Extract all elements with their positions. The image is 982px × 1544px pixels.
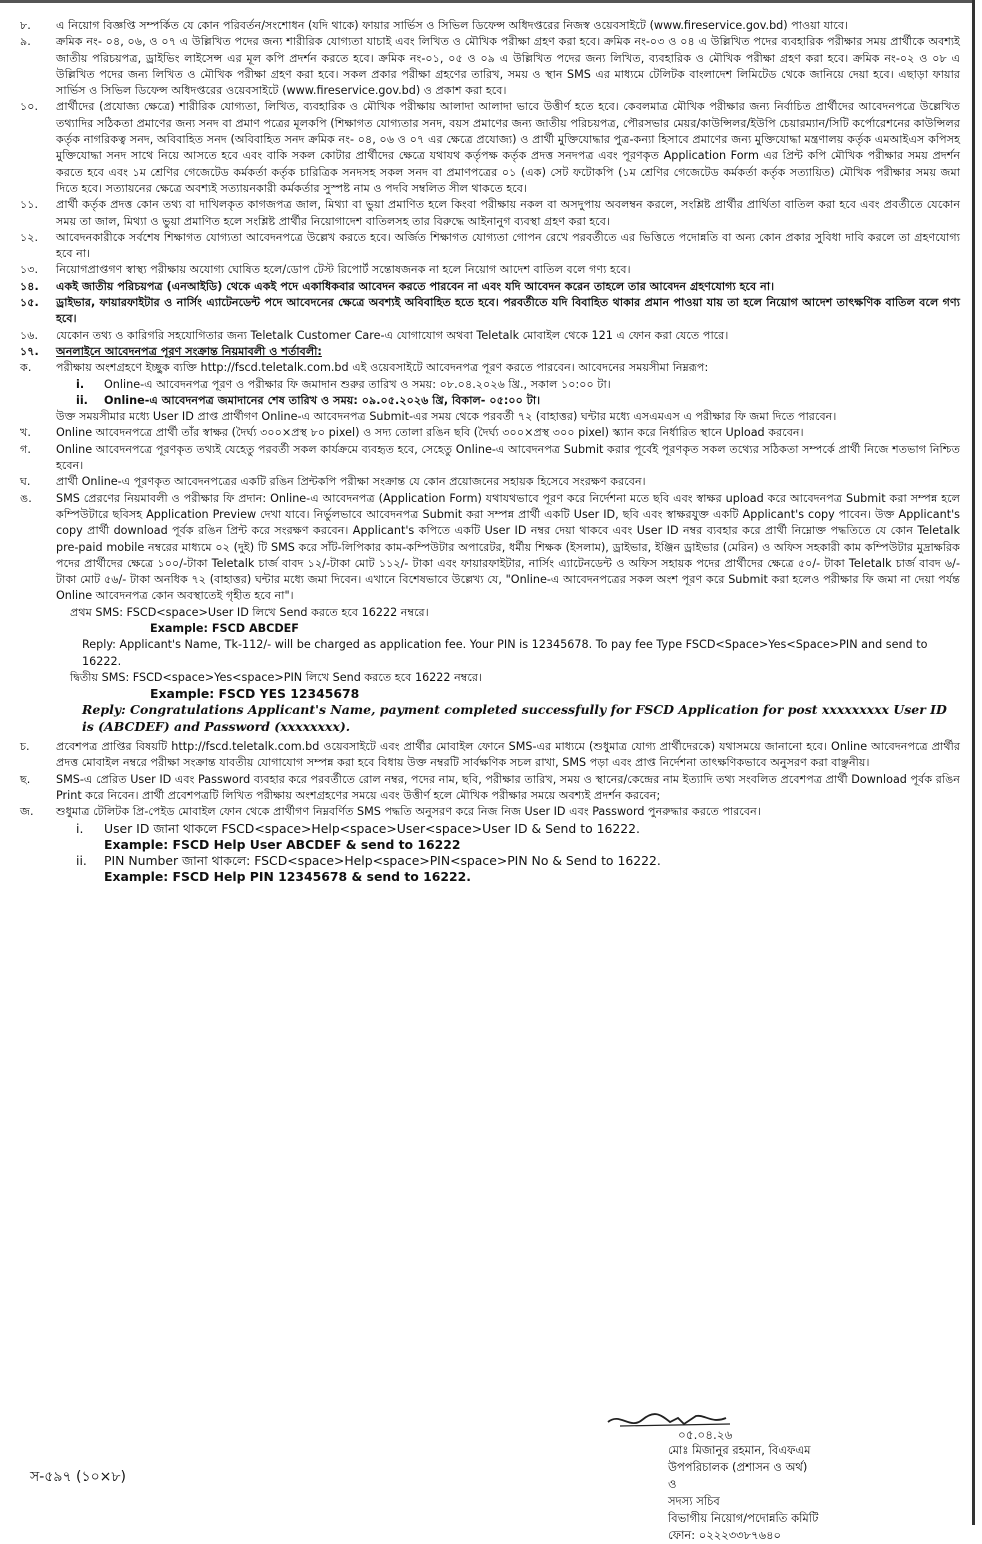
item-number: ১০. (20, 100, 39, 114)
item-number: ১১. (20, 198, 39, 212)
subitem-ka-i (20, 377, 960, 393)
first-sms-example: Example: FSCD ABCDEF (150, 621, 299, 635)
subitem-ka-after (20, 409, 960, 425)
user-id-recovery-example: Example: FSCD Help User ABCDEF & send to 16222 (104, 836, 461, 852)
item-16 (20, 328, 960, 344)
second-sms-instruction: দ্বিতীয় SMS: FSCD<space>Yes<space>PIN লিখে Send করতে হবে 16222 নম্বরে। (70, 670, 483, 684)
second-sms-reply: Reply: Congratulations Applicant's Name, payment completed successfully for FSCD Application for post xxxxxxxxx User ID is (ABCDEF) and Password (xxxxxxxx). (82, 702, 947, 734)
subitem-letter: জ. (20, 805, 34, 819)
signatory-role: সদস্য সচিব (668, 1494, 720, 1508)
item-number: ১৬. (20, 328, 39, 342)
roman-number: ii. (76, 853, 87, 869)
signatory-designation: উপপরিচালক (প্রশাসন ও অর্থ) (668, 1460, 808, 1474)
item-number: ১৫. (20, 296, 39, 310)
subitem-text: প্রার্থী Online-এ পূরণকৃত আবেদনপত্রের একটি রঙিন প্রিন্টকপি পরীক্ষা সংক্রান্ত যে কোন প্রয়োজনের সহায়ক হিসেবে সংরক্ষণ করবেন। (56, 475, 646, 489)
item-text: প্রার্থী কর্তৃক প্রদত্ত কোন তথ্য বা দাখিলকৃত কাগজপত্র জাল, মিথ্যা বা ভুয়া প্রমাণিত হলে কিংবা পরীক্ষায় নকল বা অসদুপায় অবলম্বন করলে, সংশ্লিষ্ট প্রার্থীর প্রার্থিতা বাতিল করা হবে এবং প্রবর্তীতে যেকোন সময় তা জাল, মিথ্যা ও ভুয়া প্রমাণিত হলে সংশ্লিষ্ট প্রার্থীর নিয়োগাদেশ বাতিলসহ তার বিরুদ্ধে আইনানুগ ব্যবস্থা গ্রহণ করা হবে। (56, 198, 960, 228)
item-15 (20, 295, 960, 328)
item-text: প্রার্থীদের (প্রযোজ্য ক্ষেত্রে) শারীরিক যোগ্যতা, লিখিত, ব্যবহারিক ও মৌখিক পরীক্ষায় আলাদা আলাদা ভাবে উত্তীর্ণ হতে হবে। কেবলমাত্র মৌখিক পরীক্ষার জন্য নির্বাচিত প্রার্থীদের আবেদনপত্রে উল্লেখিত তথ্যাদির সঠিকতা প্রমাণের জন্য সনদ বা প্রমাণ পত্রের মূলকপি (শিক্ষাগত যোগ্যতার সনদ, বয়স প্রমাণের জন্য জাতীয় পরিচয়পত্র, পৌরসভার মেয়র/কাউন্সিলর/ইউপি চেয়ারম্যান/সিটি কর্পোরেশনের কাউন্সিলর কর্তৃক নাগরিকত্ব সনদ, অবিবাহিত সনদ (অবিবাহিত সনদ ক্রমিক নং- ০৪, ০৬ ও ০৭ এর ক্ষেত্রে প্রযোজ্য) ও প্রার্থী মুক্তিযোদ্ধার পুত্র-কন্যা হিসাবে প্রমাণের জন্য মুক্তিযোদ্ধা মন্ত্রণালয় কর্তৃক এমআইএস কপিসহ মুক্তিযোদ্ধা সনদ সাথে নিয়ে আসতে হবে এবং বাকি সকল কোটার প্রার্থীদের ক্ষেত্রে যথাযথ কর্তৃপক্ষ কর্তৃক প্রদত্ত সনদপত্র এবং পূরণকৃত Application Form এর প্রিন্ট কপি মৌখিক পরীক্ষার সময় প্রদর্শন করতে হবে এবং ১ম শ্রেণির গেজেটেড কর্মকর্তা কর্তৃক চারিত্রিক সনদসহ সকল সনদ বা প্রমাণপত্রের ০১ (এক) সেট ফটোকপি (১ম শ্রেণির গেজেটেড কর্মকর্তা কর্তৃক সত্যায়িত) মৌখিক পরীক্ষার সময় জমা দিতে হবে। সত্যায়নের ক্ষেত্রে অবশ্যই সত্যায়নকারী কর্মকর্তার সুস্পষ্ট নাম ও পদবি সম্বলিত সীল থাকতে হবে। (56, 100, 960, 195)
signature-date: ০৫.০৪.২৬ (678, 1428, 733, 1442)
roman-number: i. (76, 377, 85, 391)
item-text: যেকোন তথ্য ও কারিগরি সহযোগিতার জন্য Teletalk Customer Care-এ যোগাযোগ অথবা Teletalk মোবাইল থেকে 121 এ ফোন করা যেতে পারে। (56, 328, 729, 342)
phone-number: ফোন: ০২২২৩৩৮৭৬৪০ (668, 1528, 782, 1542)
item-17-heading (20, 344, 960, 360)
subitem-gha (20, 474, 960, 490)
subitem-letter: ঘ. (20, 475, 31, 489)
subitem-uma (20, 491, 960, 605)
footer-code: স-৫৯৭ (১০×৮) (30, 1469, 126, 1485)
deadline-text: Online-এ আবেদনপত্র জমাদানের শেষ তারিখ ও সময়: ০৯.০৫.২০২৬ খ্রি, বিকাল- ০৫:০০ টা। (104, 393, 541, 407)
item-text: এ নিয়োগ বিজ্ঞপ্তি সম্পর্কিত যে কোন পরিবর্তন/সংশোধন (যদি থাকে) ফায়ার সার্ভিস ও সিভিল ডিফেন্স অধিদপ্তরের নিজস্ব ওয়েবসাইটে (www.fireservice.gov.bd) পাওয়া যাবে। (56, 19, 849, 32)
item-9 (20, 34, 960, 99)
item-12 (20, 230, 960, 263)
right-border (972, 0, 975, 1525)
subitem-ja (20, 804, 960, 820)
subitem-kha (20, 425, 960, 441)
handwritten-signature (600, 1408, 740, 1442)
subitem-ka (20, 360, 960, 376)
item-number: ৯. (20, 35, 31, 49)
first-sms-instruction: প্রথম SMS: FSCD<space>User ID লিখে Send করতে হবে 16222 নম্বরে। (70, 605, 429, 619)
subitem-text: Online আবেদনপত্রে পূরণকৃত তথ্যই যেহেতু পরবর্তী সকল কার্যক্রমে ব্যবহৃত হবে, সেহেতু Online-এ আবেদনপত্র Submit করার পূর্বেই পূরণকৃত সকল তথ্যের সঠিকতা সম্পর্কে প্রার্থী নিজে শতভাগ নিশ্চিত হবেন। (56, 442, 960, 473)
item-text: ড্রাইভার, ফায়ারফাইটার ও নার্সিং এ্যাটেনডেন্ট পদে আবেদনের ক্ষেত্রে অবশ্যই অবিবাহিত হতে হবে। পরবর্তীতে যদি বিবাহিত থাকার প্রমান পাওয়া যায় তা হলে নিয়োগ আদেশ তাৎক্ষণিক বাতিল বলে গণ্য হবে। (56, 296, 960, 326)
user-id-recovery-text: User ID জানা থাকলে FSCD<space>Help<space>User<space>User ID & Send to 16222. (104, 820, 640, 836)
subitem-ja-i (20, 821, 960, 854)
subitem-letter: ঙ. (20, 491, 32, 505)
document-body (20, 18, 960, 886)
item-number: ৮. (20, 19, 31, 32)
item-13 (20, 262, 960, 278)
second-sms-example: Example: FSCD YES 12345678 (150, 686, 360, 702)
start-date-text: Online-এ আবেদনপত্র পূরণ ও পরীক্ষার ফি জমাদান শুরুর তারিখ ও সময়: ০৮.০৪.২০২৬ খ্রি., সকাল ১০:০০ টা। (104, 377, 611, 391)
pin-recovery-text: PIN Number জানা থাকলে: FSCD<space>Help<space>PIN<space>PIN No & Send to 16222. (104, 853, 661, 869)
subitem-letter: গ. (20, 442, 31, 456)
signature-block (668, 1442, 818, 1544)
subitem-ka-ii (20, 393, 960, 409)
subitem-text: প্রবেশপত্র প্রাপ্তির বিষয়টি http://fscd.teletalk.com.bd ওয়েবসাইটে এবং প্রার্থীর মোবাইল ফোনে SMS-এর মাধ্যমে (শুধুমাত্র যোগ্য প্রার্থীদেরকে) যথাসময়ে জানানো হবে। Online আবেদনপত্রে প্রার্থীর প্রদত্ত মোবাইল নম্বরে পরীক্ষা সংক্রান্ত যাবতীয় যোগাযোগ সম্পন্ন করা হবে বিধায় উক্ত নম্বরটি সার্বক্ষণিক সচল রাখা, SMS পড়া এবং প্রাপ্ত নির্দেশনা তাৎক্ষণিকভাবে অনুসরণ করা বাঞ্ছনীয়। (56, 740, 960, 770)
top-border (0, 0, 975, 3)
item-number: ১৩. (20, 263, 39, 277)
item-8 (20, 18, 960, 34)
section-heading: অনলাইনে আবেদনপত্র পূরণ সংক্রান্ত নিয়মাবলী ও শর্তাবলী: (56, 344, 322, 358)
conjunction-text: ও (668, 1477, 677, 1491)
first-sms-reply: Reply: Applicant's Name, Tk-112/- will be charged as application fee. Your PIN is 12345678. To pay fee Type FSCD<Space>Yes<Space>PIN and send to 16222. (82, 638, 928, 668)
item-11 (20, 197, 960, 230)
pin-recovery-example: Example: FSCD Help PIN 12345678 & send to 16222. (104, 869, 471, 885)
signatory-name: মোঃ মিজানুর রহমান, বিএফএম (668, 1443, 811, 1457)
item-text: একই জাতীয় পরিচয়পত্র (এনআইডি) থেকে একই পদে একাধিকবার আবেদন করতে পারবেন না এবং যদি আবেদন করেন তাহলে তার আবেদন গ্রহণযোগ্য হবে না। (56, 279, 775, 293)
item-14 (20, 279, 960, 295)
item-text: আবেদনকারীকে সর্বশেষ শিক্ষাগত যোগ্যতা আবেদনপত্রে উল্লেখ করতে হবে। অর্জিত শিক্ষাগত যোগ্যতা গোপন রেখে পরবর্তীতে এর ভিত্তিতে পদোন্নতি বা অন্য কোন প্রকার সুবিধা দাবি করলে তা গ্রহণযোগ্য হবে না। (56, 230, 960, 261)
subitem-text: উক্ত সময়সীমার মধ্যে User ID প্রাপ্ত প্রার্থীগণ Online-এ আবেদনপত্র Submit-এর সময় থেকে পরবর্তী ৭২ (বাহাত্তর) ঘন্টার মধ্যে এসএমএস এ পরীক্ষার ফি জমা দিতে পারবেন। (56, 410, 837, 424)
subitem-text: SMS প্রেরণের নিয়মাবলী ও পরীক্ষার ফি প্রদান: Online-এ আবেদনপত্র (Application Form) যথাযথভাবে পূরণ করে নির্দেশনা মতে ছবি এবং স্বাক্ষর upload করে আবেদনপত্র Submit করা সম্পন্ন হলে কম্পিউটারে ছবিসহ Application Preview দেখা যাবে। নির্ভুলভাবে আবেদনপত্র Submit করা সম্পন্ন প্রার্থী একটি User ID, ছবি এবং স্বাক্ষরযুক্ত একটি Applicant's copy পাবেন। উক্ত Applicant's copy প্রার্থী download পূর্বক রঙিন প্রিন্ট করে সংরক্ষণ করবেন। Applicant's কপিতে একটি User ID নম্বর দেয়া থাকবে এবং User ID নম্বর ব্যবহার করে প্রার্থী নিম্নোক্ত পদ্ধতিতে যে কোন Teletalk pre-paid mobile নম্বরের মাধ্যমে ০২ (দুই) টি SMS করে সাঁট-লিপিকার কাম-কম্পিউটার অপারেটর, ধর্মীয় শিক্ষক (ইসলাম), ড্রাইভার, ইঞ্জিন ড্রাইভার (মেরিন) ও অফিস সহকারী কাম কম্পিউটার মুদ্রাক্ষরিক পদের প্রার্থীদের ক্ষেত্রে ১০০/-টাকা Teletalk চার্জ বাবদ ১২/-টাকা মোট ১১২/- টাকা এবং ফায়ারফাইটার, নার্সিং এ্যাটেনডেন্ট ও অফিস সহায়ক পদের প্রার্থীদের ক্ষেত্রে ৫০/- টাকা Teletalk চার্জ বাবদ ৬/- টাকা মোট ৫৬/- টাকা অনধিক ৭২ (বাহাত্তর) ঘন্টার মধ্যে জমা দিবেন। এখানে বিশেষভাবে উল্লেখ্য যে, "Online-এ আবেদনপত্রের সকল অংশ পূরণ করে Submit করা হলেও পরীক্ষার ফি জমা না দেয়া পর্যন্ত Online আবেদনপত্র কোন অবস্থাতেই গৃহীত হবে না"। (56, 491, 960, 603)
roman-number: i. (76, 820, 84, 836)
subitem-text: পরীক্ষায় অংশগ্রহণে ইচ্ছুক ব্যক্তি http://fscd.teletalk.com.bd এই ওয়েবসাইটে আবেদনপত্র পূরণ করতে পারবেন। আবেদনের সময়সীমা নিম্নরূপ: (56, 361, 709, 375)
subitem-letter: খ. (20, 426, 31, 440)
subitem-ga (20, 442, 960, 475)
item-10 (20, 99, 960, 197)
subitem-letter: ছ. (20, 772, 31, 786)
subitem-cha (20, 739, 960, 772)
subitem-text: Online আবেদনপত্রে প্রার্থী তাঁর স্বাক্ষর (দৈর্ঘ্য ৩০০×প্রস্থ ৮০ pixel) ও সদ্য তোলা রঙিন ছবি (দৈর্ঘ্য ৩০০×প্রস্থ ৩০০ pixel) স্ক্যান করে নির্ধারিত স্থানে Upload করবেন। (56, 426, 804, 440)
item-number: ১৭. (20, 344, 39, 358)
subitem-letter: চ. (20, 740, 30, 754)
roman-number: ii. (76, 393, 88, 407)
subitem-text: SMS-এ প্রেরিত User ID এবং Password ব্যবহার করে পরবর্তীতে রোল নম্বর, পদের নাম, ছবি, পরীক্ষার তারিখ, সময় ও স্থানের/কেন্দ্রের নাম ইত্যাদি তথ্য সংবলিত প্রবেশপত্র প্রার্থী Download পূর্বক রঙিন Print করে নিবেন। প্রার্থী প্রবেশপত্রটি লিখিত পরীক্ষায় অংশগ্রহণের সময়ে এবং উত্তীর্ণ হলে মৌখিক পরীক্ষার সময়ে অবশ্যই প্রদর্শন করবেন; (56, 772, 960, 802)
subitem-text: শুধুমাত্র টেলিটক প্রি-পেইড মোবাইল ফোন থেকে প্রার্থীগণ নিম্নবর্ণিত SMS পদ্ধতি অনুসরণ করে নিজ নিজ User ID এবং Password পুনরুদ্ধার করতে পারবেন। (56, 805, 761, 819)
subitem-chha (20, 772, 960, 805)
subitem-letter: ক. (20, 361, 32, 375)
subitem-ja-ii (20, 853, 960, 886)
item-number: ১৪. (20, 279, 39, 293)
item-text: ক্রমিক নং- ০৪, ০৬, ও ০৭ এ উল্লিখিত পদের জন্য শারীরিক যোগ্যতা যাচাই এবং লিখিত ও মৌখিক পরীক্ষা গ্রহণ করা হবে। ক্রমিক নং-০৩ ও ০৪ এ উল্লিখিত পদের ব্যবহারিক পরীক্ষার সময় প্রার্থীকে অবশ্যই জাতীয় পরিচয়পত্র, ড্রাইভিং লাইসেন্স এর মূল কপি প্রদর্শন করতে হবে। ক্রমিক নং-০১, ০৫ ও ০৯ এ উল্লিখিত পদের জন্য লিখিত, ব্যবহারিক ও মৌখিক পরীক্ষা গ্রহণ করা হবে। ক্রমিক নং-০২ ও ০৮ এ উল্লিখিত পদের জন্য লিখিত ও মৌখিক পরীক্ষা গ্রহণ করা হবে। সকল প্রকার পরীক্ষা গ্রহণের তারিখ, সময় ও স্থান SMS এর মাধ্যমে টেলিটক বাংলাদেশ লিমিটেড থেকে জানিয়ে দেয়া হবে। এছাড়া ফায়ার সার্ভিস ও সিভিল ডিফেন্স অধিদপ্তরের ওয়েবসাইটে (www.fireservice.gov.bd) ও প্রকাশ করা হবে। (56, 35, 960, 98)
committee-name: বিভাগীয় নিয়োগ/পদোন্নতি কমিটি (668, 1511, 819, 1525)
item-text: নিয়োগপ্রাপ্তগণ স্বাস্থ্য পরীক্ষায় অযোগ্য ঘোষিত হলে/ডোপ টেস্ট রিপোর্ট সন্তোষজনক না হলে নিয়োগ আদেশ বাতিল বলে গণ্য হবে। (56, 263, 631, 277)
item-number: ১২. (20, 230, 39, 244)
